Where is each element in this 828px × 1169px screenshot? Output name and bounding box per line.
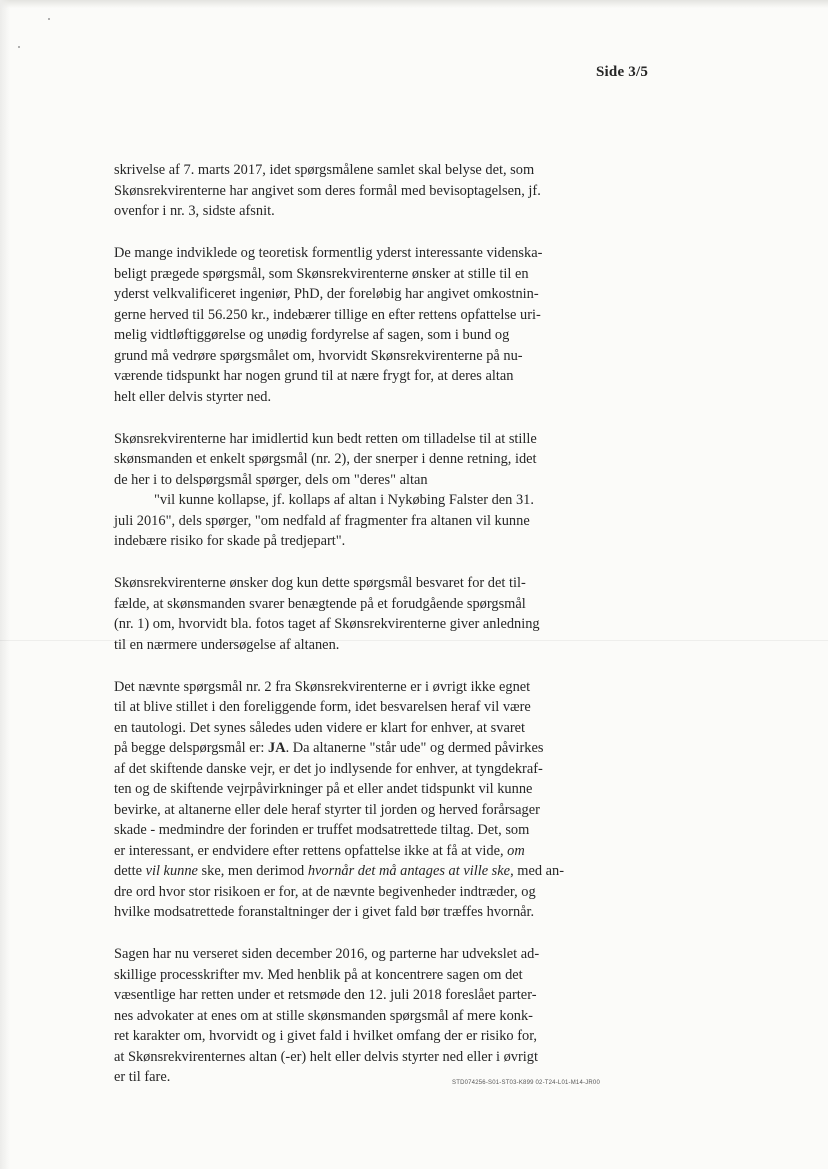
text-line: er til fare. [114,1069,171,1085]
quoted-line: "vil kunne kollapse, jf. kollaps af altan i Nykøbing Falster den 31. [154,492,534,508]
text-line: at Skønsrekvirenternes altan (-er) helt eller delvis styrter ned eller i øvrigt [114,1048,538,1065]
text-line: til at blive stillet i den foreliggende form, idet besvarelsen heraf vil være [114,699,531,715]
paragraph-6 [114,944,594,1088]
document-body [114,160,594,1109]
text-line: juli 2016", dels spørger, "om nedfald af fragmenter fra altanen vil kunne [114,512,530,529]
italic-text: hvornår det må antages at ville ske [307,863,511,879]
bold-answer: JA [268,740,286,756]
text-segment: er interessant, er endvidere efter rettens opfattelse ikke at få at vide, [114,842,508,859]
paragraph-5 [114,677,594,923]
text-line: værende tidspunkt har nogen grund til at nære frygt for, at deres altan [114,368,514,384]
scan-speck [18,46,20,48]
text-line: skrivelse af 7. marts 2017, idet spørgsmålene samlet skal belyse det, som [114,162,535,178]
text-line: bevirke, at altanerne eller dele heraf styrter til jorden og herved forårsager [114,801,540,818]
text-line: melig vidtløftiggørelse og unødig fordyrelse af sagen, som i bund og [114,327,510,343]
text-segment: på begge delspørgsmål er: [114,740,268,756]
text-line: de her i to delspørgsmål spørger, dels om "deres" altan [114,471,428,488]
italic-text: om [507,842,525,859]
text-line: ret karakter om, hvorvidt og i givet fald i hvilket omfang der er risiko for, [114,1028,538,1044]
text-line: Det nævnte spørgsmål nr. 2 fra Skønsrekvirenterne er i øvrigt ikke egnet [114,678,531,695]
text-line: dre ord hvor stor risikoen er for, at de nævnte begivenheder indtræder, og [114,883,536,900]
text-segment: . Da altanerne "står ude" og dermed påvirkes [285,740,544,756]
text-line: yderst velkvalificeret ingeniør, PhD, der foreløbig har angivet omkostnin- [114,286,539,302]
text-line [114,861,594,882]
text-line: til en nærmere undersøgelse af altanen. [114,636,340,653]
text-line: indebære risiko for skade på tredjepart". [114,533,346,549]
text-line: fælde, at skønsmanden svarer benægtende på et forudgående spørgsmål [114,595,526,612]
paragraph-4 [114,573,594,655]
text-segment: ske, men derimod [197,863,308,879]
scan-edge-top [0,0,828,8]
text-line: Skønsrekvirenterne har angivet som deres formål med bevisoptagelsen, jf. [114,182,541,199]
text-line: skade - medmindre der forinden er truffet modsatrettede tiltag. Det, som [114,822,530,838]
page-number: Side 3/5 [596,64,649,80]
text-line: De mange indviklede og teoretisk formentlig yderst interessante videnska- [114,245,543,261]
text-line: skønsmanden et enkelt spørgsmål (nr. 2), der snerper i denne retning, idet [114,451,537,467]
text-line: helt eller delvis styrter ned. [114,388,272,405]
text-line: Sagen har nu verseret siden december 2016, og parterne har udvekslet ad- [114,946,540,962]
text-line: Skønsrekvirenterne ønsker dog kun dette spørgsmål besvaret for det til- [114,575,526,591]
paragraph-2 [114,243,594,407]
text-line: nes advokater at enes om at stille skønsmanden spørgsmål af mere konk- [114,1007,533,1024]
text-segment: , med an- [510,863,565,879]
scan-edge-left [0,0,10,1169]
text-line: hvilke modsatrettede foranstaltninger der i givet fald bør træffes hvornår. [114,904,535,920]
text-line: en tautologi. Det synes således uden videre er klart for enhver, at svaret [114,719,526,736]
document-reference-code: STD074256-S01-ST03-K899 02-T24-L01-M14-JR00 [452,1080,601,1086]
text-segment: dette [114,863,146,879]
text-line: gerne herved til 56.250 kr., indebærer tillige en efter rettens opfattelse uri- [114,306,541,323]
text-line: Skønsrekvirenterne har imidlertid kun bedt retten om tilladelse til at stille [114,430,537,447]
text-line: beligt prægede spørgsmål, som Skønsrekvirenterne ønsker at stille til en [114,265,529,282]
paragraph-3 [114,429,594,552]
paragraph-1 [114,160,594,222]
text-line [114,738,594,759]
text-line: af det skiftende danske vejr, er det jo indlysende for enhver, at tyngdekraf- [114,760,543,777]
text-line: ovenfor i nr. 3, sidste afsnit. [114,203,275,219]
text-line: væsentlige har retten under et retsmøde den 12. juli 2018 foreslået parter- [114,987,537,1003]
scan-speck [48,18,50,20]
text-line: skillige processkrifter mv. Med henblik på at koncentrere sagen om det [114,966,523,983]
italic-text: vil kunne [145,863,198,879]
text-line: (nr. 1) om, hvorvidt bla. fotos taget af Skønsrekvirenterne giver anledning [114,616,540,632]
text-line: ten og de skiftende vejrpåvirkninger på et eller andet tidspunkt vil kunne [114,781,533,797]
text-line [114,841,594,862]
text-line: grund må vedrøre spørgsmålet om, hvorvidt Skønsrekvirenterne på nu- [114,347,523,364]
